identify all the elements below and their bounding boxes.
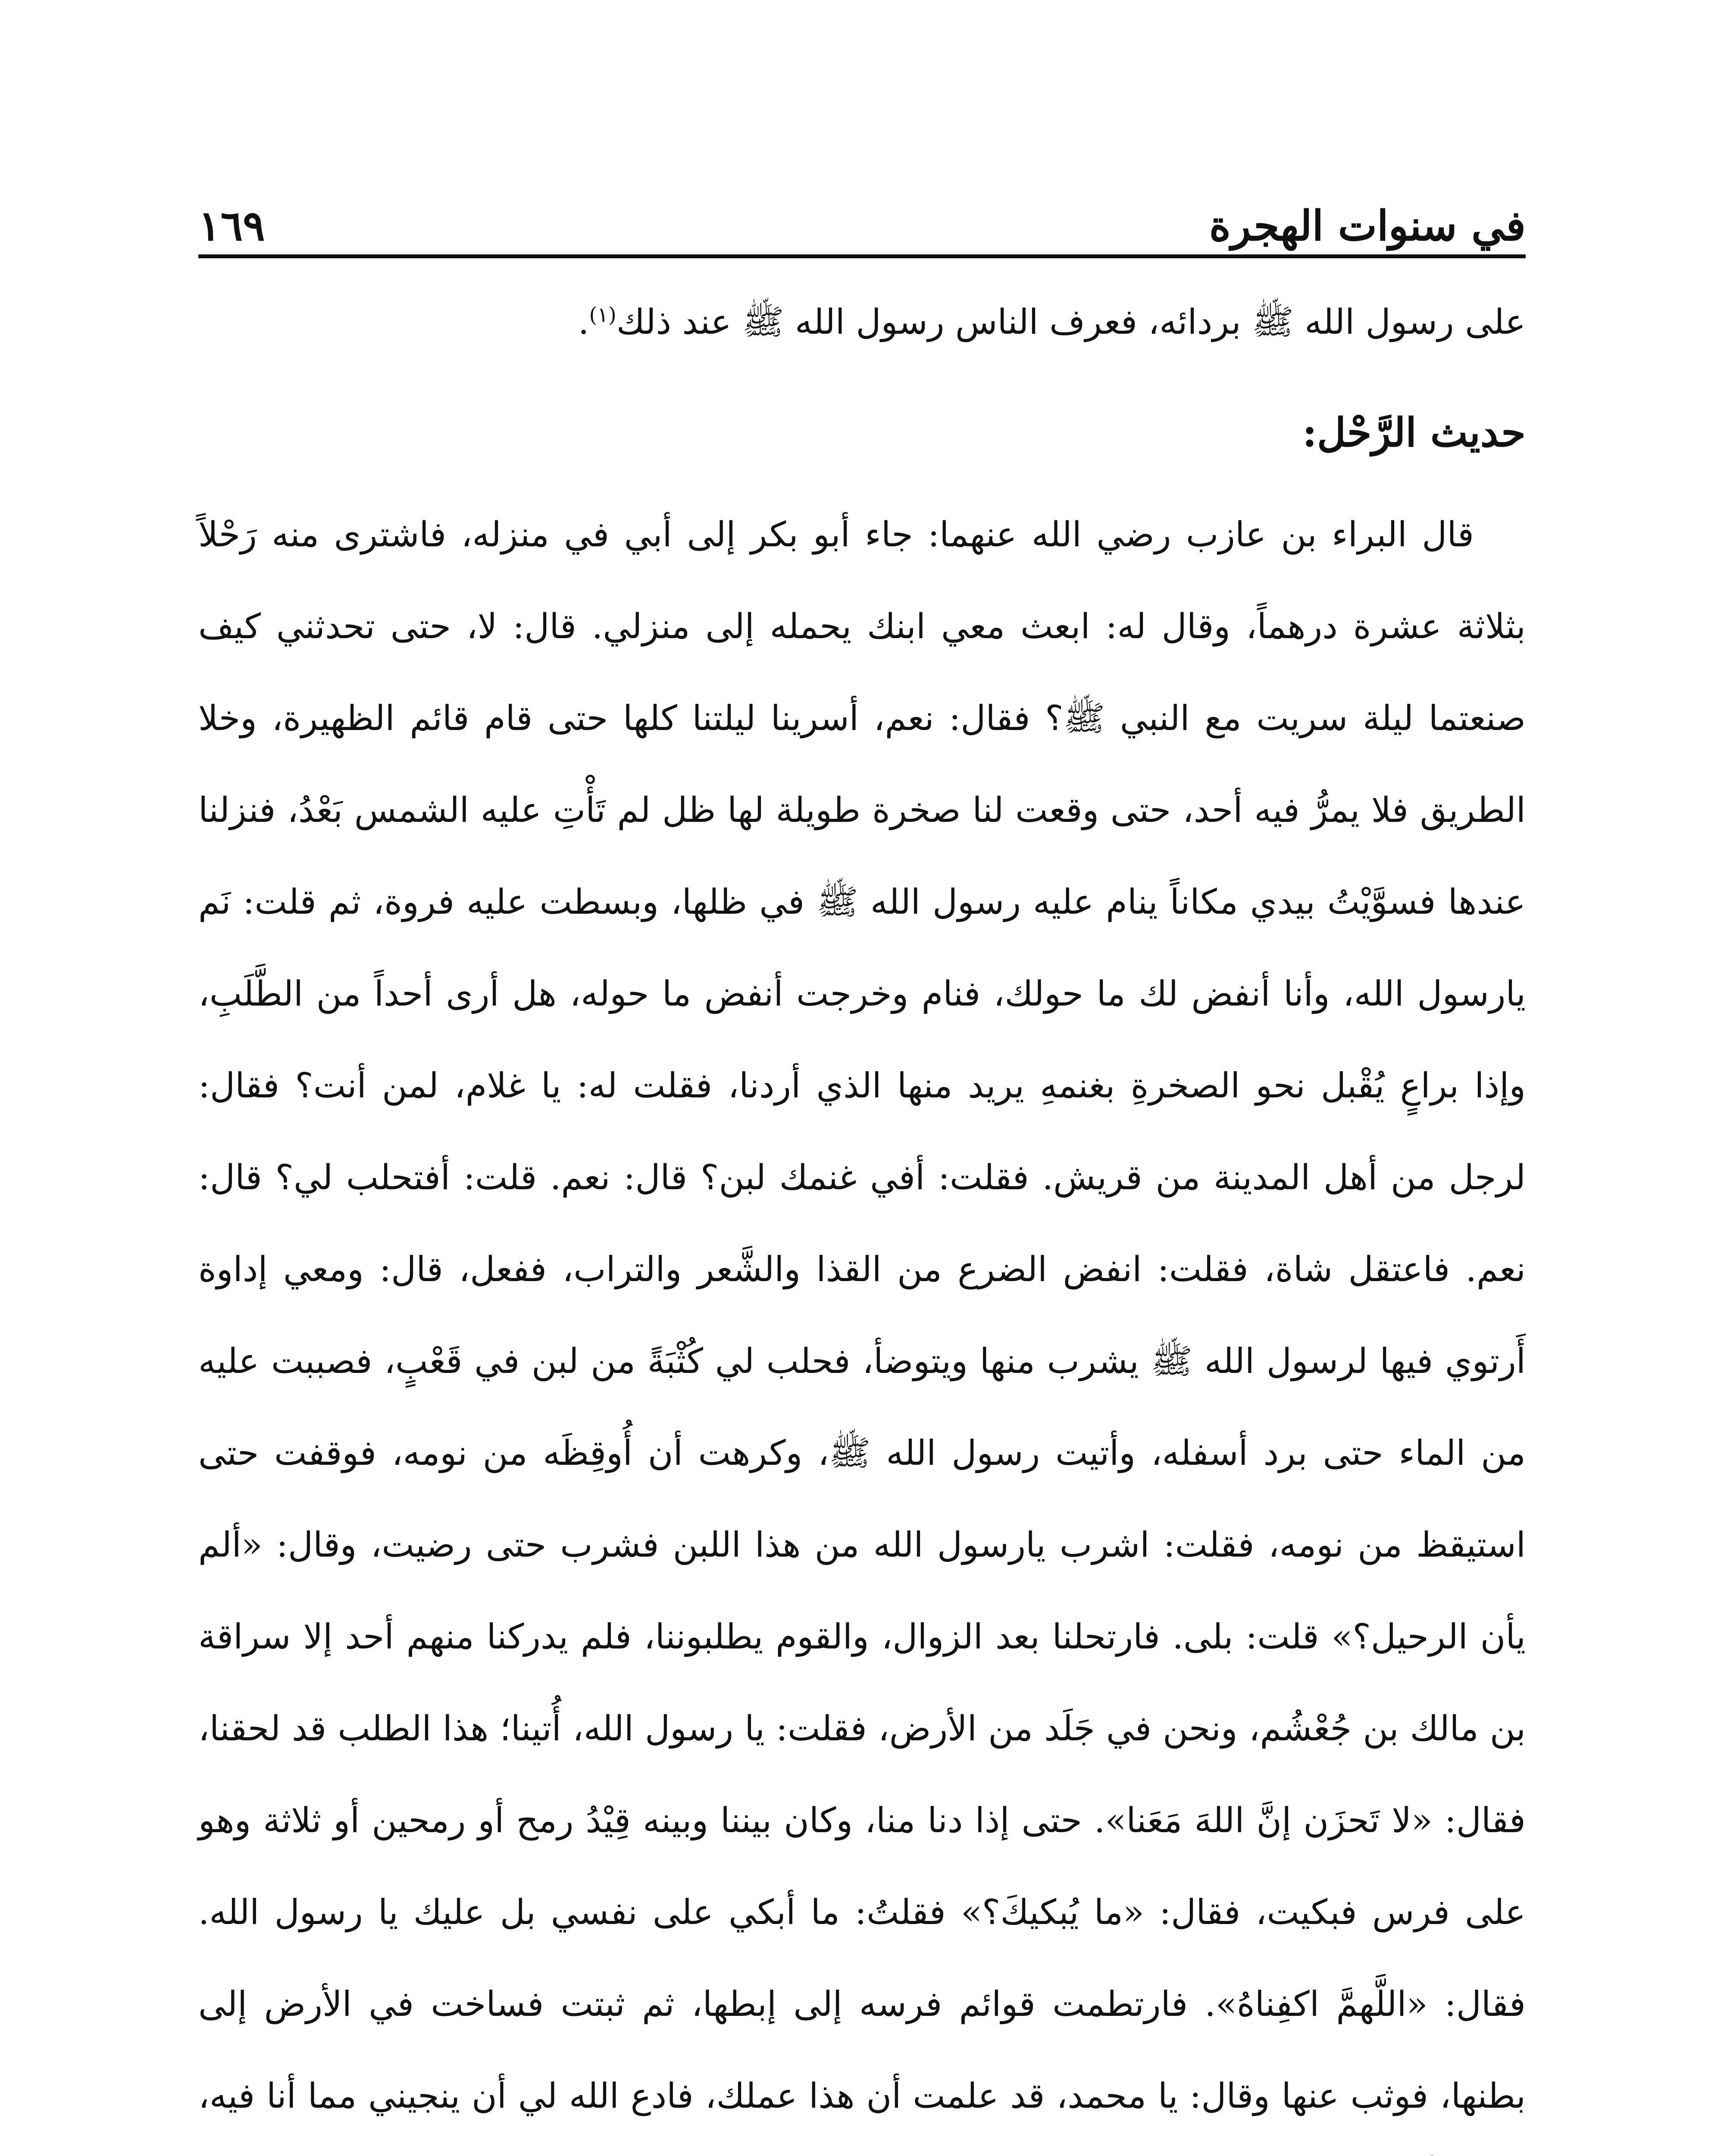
main-paragraph: قال البراء بن عازب رضي الله عنهما: جاء أبو بكر إلى أبي في منزله، فاشترى منه رَحْلاً بثلاثة عشرة درهماً، وقال له: ابعث معي ابنك يحمله إلى منزلي. قال: لا، حتى تحدثني كيف صنعتما ليلة سريت مع النبي ﷺ؟ فقال: نعم، أسرينا ليلتنا كلها حتى قام قائم الظهيرة، وخلا الطريق فلا يمرُّ فيه أحد، حتى وقعت لنا صخرة طويلة لها ظل لم تَأْتِ عليه الشمس بَعْدُ، فنزلنا عندها فسوَّيْتُ بيدي مكاناً ينام عليه رسول الله ﷺ في ظلها، وبسطت عليه فروة، ثم قلت: نَم يارسول الله، وأنا أنفض لك ما حولك، فنام وخرجت أنفض ما حوله، هل أرى أحداً من الطَّلَبِ، وإذا براعٍ يُقْبل نحو الصخرةِ بغنمهِ يريد منها الذي أردنا، فقلت له: يا غلام، لمن أنت؟ فقال: لرجل من أهل المدينة من قريش. فقلت: أفي غنمك لبن؟ قال: نعم. قلت: أفتحلب لي؟ قال: نعم. فاعتقل شاة، فقلت: انفض الضرع من القذا والشَّعر والتراب، ففعل، قال: ومعي إداوة أَرتوي فيها لرسول الله ﷺ يشرب منها ويتوضأ، فحلب لي كُثْبَةً من لبن في قَعْبٍ، فصببت عليه من الماء حتى برد أسفله، وأتيت رسول الله ﷺ، وكرهت أن أُوقِظَه من نومه، فوقفت حتى استيقظ من نومه، فقلت: اشرب يارسول الله من هذا اللبن فشرب حتى رضيت، وقال: «ألم يأن الرحيل؟» قلت: بلى. فارتحلنا بعد الزوال، والقوم يطلبوننا، فلم يدركنا منهم أحد إلا سراقة بن مالك بن جُعْشُم، ونحن في جَلَد من الأرض، فقلت: يا رسول الله، أُتينا؛ هذا الطلب قد لحقنا، فقال: «لا تَحزَن إنَّ اللهَ مَعَنا». حتى إذا دنا منا، وكان بيننا وبينه قِيْدُ رمح أو رمحين أو ثلاثة وهو على فرس فبكيت، فقال: «ما يُبكيكَ؟» فقلتُ: ما أبكي على نفسي بل عليك يا رسول الله. فقال: «اللَّهمَّ اكفِناهُ». فارتطمت قوائم فرسه إلى إبطها، ثم ثبتت فساخت في الأرض إلى بطنها، فوثب عنها وقال: يا محمد، قد علمت أن هذا عملك، فادع الله لي أن ينجيني مما أنا فيه، — [198, 514, 1526, 2116]
chapter-title: في سنوات الهجرة — [1209, 201, 1526, 250]
header-rule — [198, 254, 1526, 258]
running-header — [198, 164, 1526, 250]
page-number: ١٦٩ — [198, 201, 265, 250]
body-text — [198, 276, 1526, 2156]
footnote-reference: (١) — [589, 303, 616, 327]
opening-line — [198, 276, 1526, 368]
section-heading: حديث الرَّحْل: — [1302, 409, 1526, 456]
opening-line-end: . — [578, 302, 589, 342]
opening-line-text: على رسول الله ﷺ بردائه، فعرف الناس رسول الله ﷺ عند ذلك — [616, 302, 1526, 342]
